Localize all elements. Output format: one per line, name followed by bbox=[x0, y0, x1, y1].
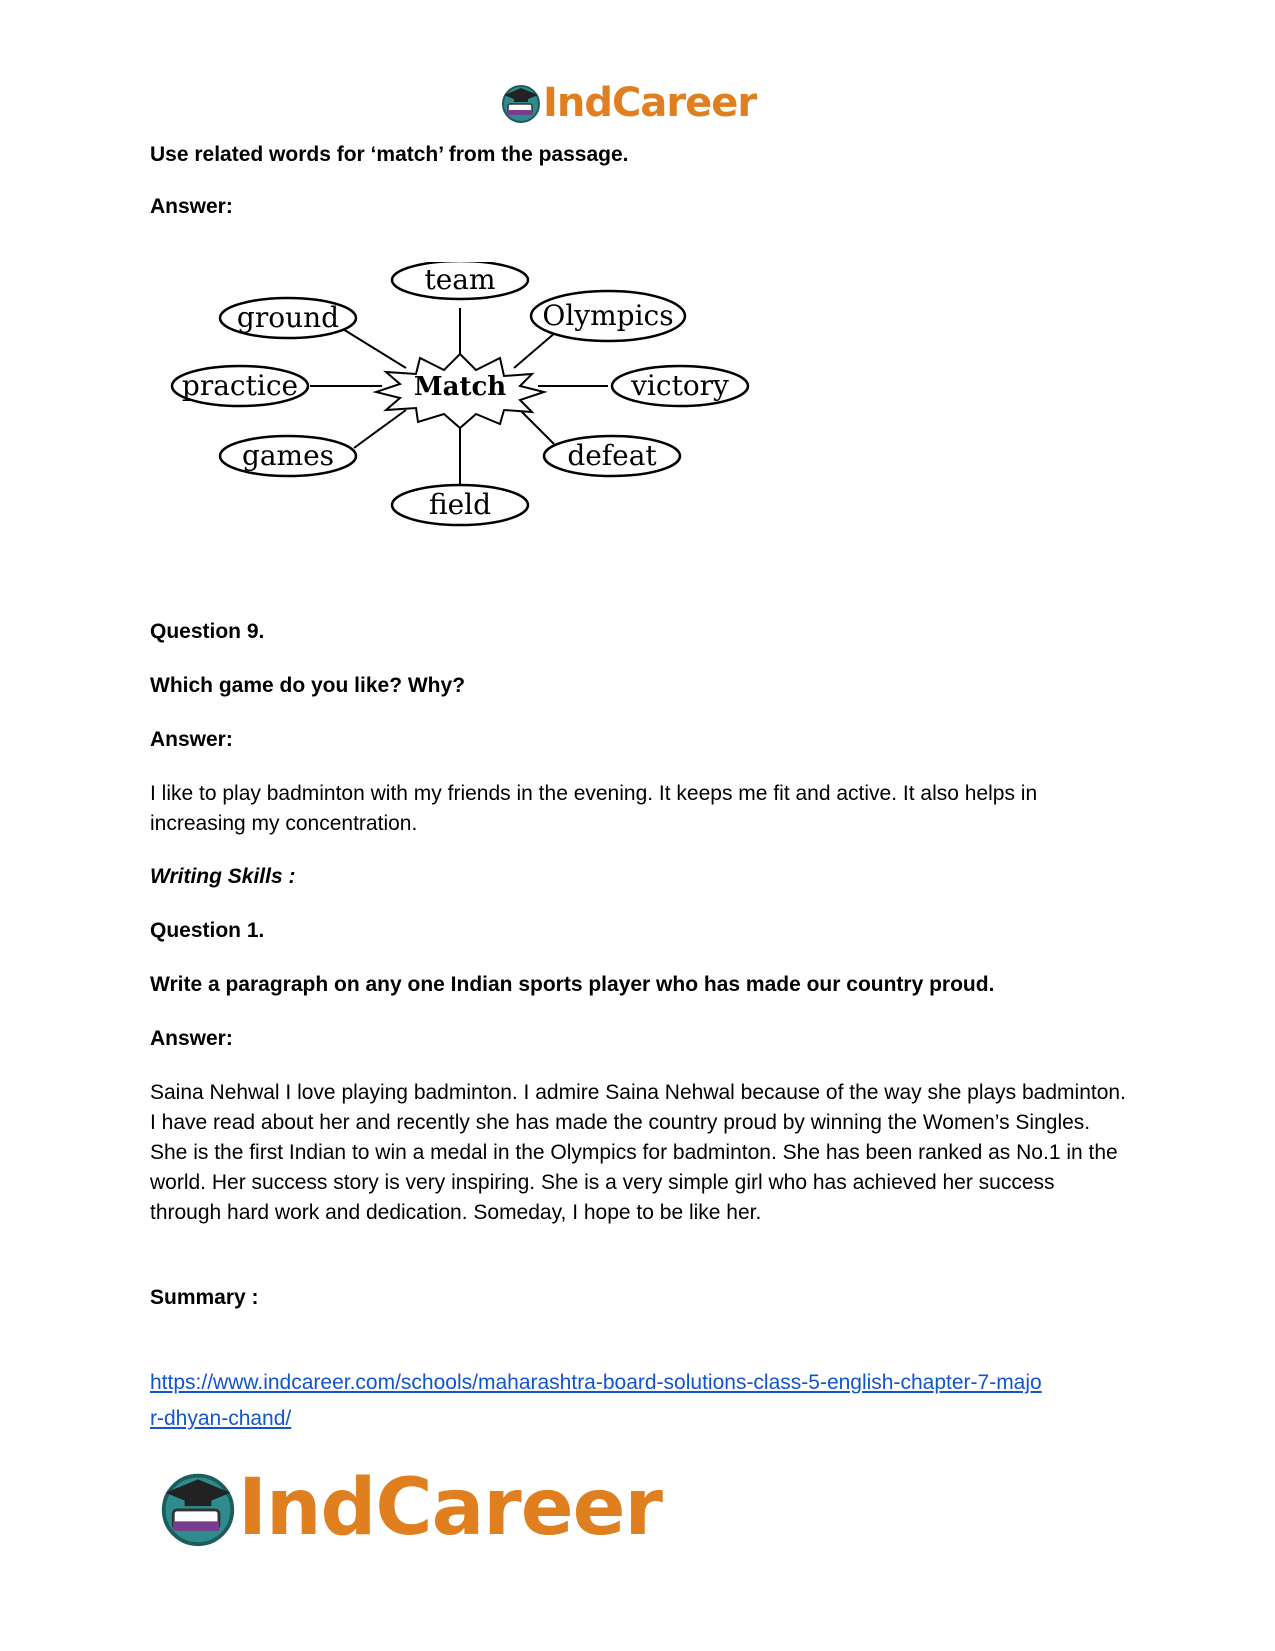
node-ground: ground bbox=[236, 301, 340, 334]
source-link-line-2[interactable]: r-dhyan-chand/ bbox=[150, 1407, 292, 1430]
graduation-cap-book-globe-icon bbox=[158, 1468, 238, 1548]
logo-bottom bbox=[158, 1462, 698, 1554]
question-9-answer: I like to play badminton with my friends in the evening. It keeps me fit and active. It also helps in increasing my concentration. bbox=[150, 782, 1038, 835]
question-1-label: Question 1. bbox=[150, 919, 265, 942]
question-1-answer-label: Answer: bbox=[150, 1027, 233, 1050]
question-9-prompt: Which game do you like? Why? bbox=[150, 674, 466, 697]
node-defeat: defeat bbox=[567, 439, 657, 472]
connector-games bbox=[354, 410, 406, 448]
question-1-prompt: Write a paragraph on any one Indian sports player who has made our country proud. bbox=[150, 973, 995, 996]
brand-name: IndCareer bbox=[543, 80, 757, 126]
node-victory: victory bbox=[631, 369, 729, 402]
intro-prompt: Use related words for ‘match’ from the passage. bbox=[150, 143, 629, 166]
node-olympics: Olympics bbox=[542, 299, 674, 332]
node-practice: practice bbox=[181, 369, 299, 402]
connector-olympics bbox=[514, 332, 556, 368]
question-1-answer: Saina Nehwal I love playing badminton. I admire Saina Nehwal because of the way she plays badminton. I have read about her and recently she has made the country proud by winning the Women’s Singles. She is the first Indian to win a medal in the Olympics for badminton. She has been ranked as No.1 in the world. Her success story is very inspiring. She is a very simple girl who has achieved her success through hard work and dedication. Someday, I hope to be like her. bbox=[150, 1081, 1126, 1224]
match-word-web bbox=[160, 262, 760, 552]
question-9-label: Question 9. bbox=[150, 620, 265, 643]
brand-name-large: IndCareer bbox=[238, 1463, 662, 1553]
answer-label: Answer: bbox=[150, 195, 233, 218]
summary-heading: Summary : bbox=[150, 1286, 259, 1309]
source-link-line-1[interactable]: https://www.indcareer.com/schools/maharashtra-board-solutions-class-5-english-chapter-7-majo bbox=[150, 1371, 1042, 1394]
question-9-answer-label: Answer: bbox=[150, 728, 233, 751]
writing-skills-heading: Writing Skills : bbox=[150, 865, 296, 888]
connector-ground bbox=[338, 326, 406, 368]
node-field: field bbox=[428, 488, 492, 521]
logo-top bbox=[500, 78, 800, 128]
center-label: Match bbox=[413, 372, 507, 402]
node-games: games bbox=[241, 439, 335, 472]
node-team: team bbox=[424, 263, 496, 296]
graduation-cap-book-globe-icon bbox=[500, 82, 542, 124]
